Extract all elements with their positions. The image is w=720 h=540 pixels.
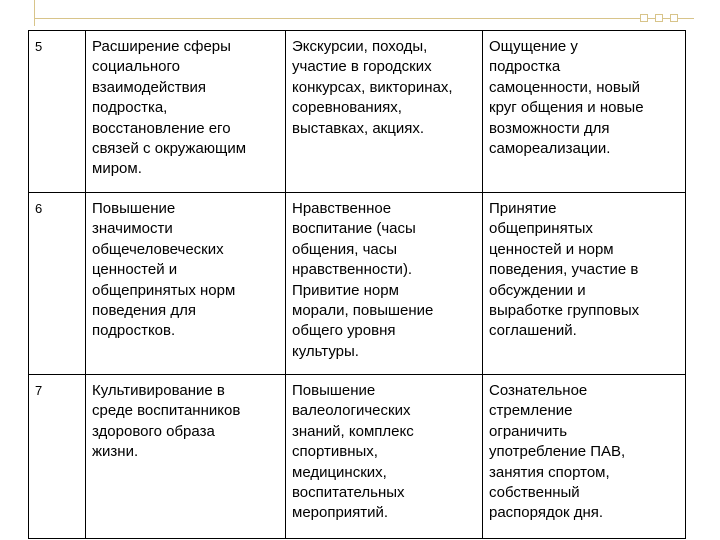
goal-cell: Расширение сферы социального взаимодействия подростка, восстановление его связей с окружающим миром. [86,31,286,193]
table-row [29,31,686,193]
result-cell: Ощущение у подростка самоценности, новый круг общения и новые возможности для самореализации. [483,31,686,193]
row-number: 5 [29,31,86,193]
result-cell: Сознательное стремление ограничить употребление ПАВ, занятия спортом, собственный распорядок дня. [483,375,686,539]
decor-vertical-line [34,0,35,26]
table-row [29,193,686,375]
result-cell: Принятие общепринятых ценностей и норм поведения, участие в обсуждении и выработке групповых соглашений. [483,193,686,375]
table-row [29,375,686,539]
goal-cell: Культивирование в среде воспитанников здорового образа жизни. [86,375,286,539]
activity-cell: Повышение валеологических знаний, комплекс спортивных, медицинских, воспитательных мероприятий. [286,375,483,539]
row-number: 6 [29,193,86,375]
row-number: 7 [29,375,86,539]
program-table [28,30,686,539]
decor-square [640,14,648,22]
decor-square [655,14,663,22]
decor-horizontal-line [34,18,694,19]
activity-cell: Нравственное воспитание (часы общения, часы нравственности). Привитие норм морали, повышение общего уровня культуры. [286,193,483,375]
decor-square [670,14,678,22]
activity-cell: Экскурсии, походы, участие в городских конкурсах, викторинах, соревнованиях, выставках, акциях. [286,31,483,193]
goal-cell: Повышение значимости общечеловеческих ценностей и общепринятых норм поведения для подростков. [86,193,286,375]
